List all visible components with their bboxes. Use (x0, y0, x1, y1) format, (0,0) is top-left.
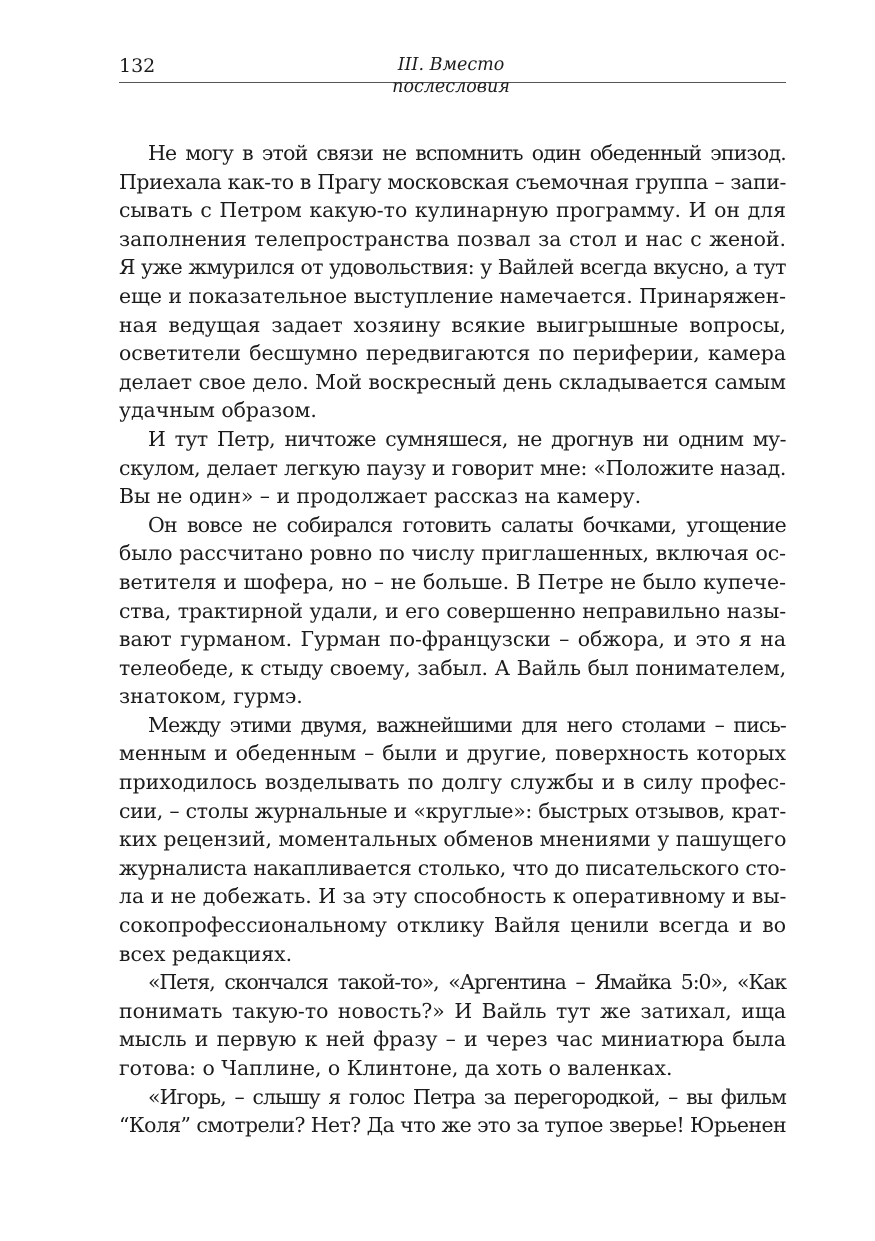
text-line: сии, – столы журнальные и «круглые»: быстрых отзывов, крат- (119, 798, 786, 823)
text-line: заполнения телепространства позвал за стол и нас с женой. (119, 226, 786, 251)
text-line: Он вовсе не собирался готовить салаты бочками, угощение (148, 512, 786, 537)
text-line: ветителя и шофера, но – не больше. В Петре не было купече- (119, 569, 786, 594)
text-line: всех редакциях. (119, 941, 293, 966)
text-line: вают гурманом. Гурман по-французски – обжора, и это я на (119, 627, 786, 652)
paragraph (119, 711, 786, 968)
text-line: удачным образом. (119, 398, 317, 423)
text-line: понимать такую-то новость?» И Вайль тут же затихал, ища (119, 998, 786, 1023)
text-line: делает свое дело. Мой воскресный день складывается самым (119, 369, 786, 394)
body-text (119, 139, 786, 1140)
text-line: Между этими двумя, важнейшими для него столами – пись- (148, 712, 786, 737)
text-line: И тут Петр, ничтоже сумняшеся, не дрогнув ни одним му- (148, 426, 786, 451)
text-line: еще и показательное выступление намечается. Принаряжен- (119, 283, 786, 308)
text-line: «Игорь, – слышу я голос Петра за перегородкой, – вы фильм (148, 1084, 786, 1109)
page-header (119, 52, 786, 97)
text-line: Не могу в этой связи не вспомнить один обеденный эпизод. (148, 141, 786, 165)
text-line: Вы не один» – и продолжает рассказ на камеру. (119, 484, 642, 509)
paragraph (119, 511, 786, 711)
paragraph (119, 139, 786, 425)
paragraph (119, 1083, 786, 1140)
text-line: готова: о Чаплине, о Клинтоне, да хоть о валенках. (119, 1056, 673, 1080)
text-line: осветители бесшумно передвигаются по периферии, камера (119, 341, 786, 366)
text-line: журналиста накапливается столько, что до писательского сто- (119, 855, 786, 880)
paragraph (119, 968, 786, 1082)
text-line: сокопрофессиональному отклику Вайля ценили всегда и во (119, 913, 786, 938)
text-line: ких рецензий, моментальных обменов мнениями у пашущего (119, 827, 787, 852)
text-line: «Петя, скончался такой-то», «Аргентина – Ямайка 5:0», «Как (148, 970, 786, 995)
text-line: мысль и первую к ней фразу – и через час миниатюра была (119, 1027, 786, 1052)
text-line: Приехала как-то в Прагу московская съемочная группа – запи- (119, 169, 786, 194)
text-line: “Коля” смотрели? Нет? Да что же это за тупое зверье! Юрьенен (119, 1113, 786, 1138)
page-number: 132 (119, 55, 156, 77)
text-line: сывать с Петром какую-то кулинарную программу. И он для (119, 198, 786, 223)
text-line: знатоком, гурмэ. (119, 684, 303, 709)
text-line: ная ведущая задает хозяину всякие выигрышные вопросы, (119, 312, 786, 337)
text-line: ства, трактирной удали, и его совершенно неправильно назы- (119, 598, 786, 623)
text-line: приходилось возделывать по долгу службы и в силу профес- (119, 770, 786, 795)
text-line: менным и обеденным – были и другие, поверхность которых (119, 741, 786, 766)
paragraph (119, 425, 786, 511)
text-line: телеобеде, к стыду своему, забыл. А Вайль был понимателем, (119, 655, 786, 680)
running-title: III. Вместо послесловия (392, 55, 510, 97)
text-line: было рассчитано ровно по числу приглашенных, включая ос- (119, 541, 786, 566)
text-line: Я уже жмурился от удовольствия: у Вайлей всегда вкусно, а тут (119, 255, 786, 280)
text-line: ла и не добежать. И за эту способность к оперативному и вы- (119, 884, 787, 909)
text-line: скулом, делает легкую паузу и говорит мне: «Положите назад. (119, 455, 786, 480)
